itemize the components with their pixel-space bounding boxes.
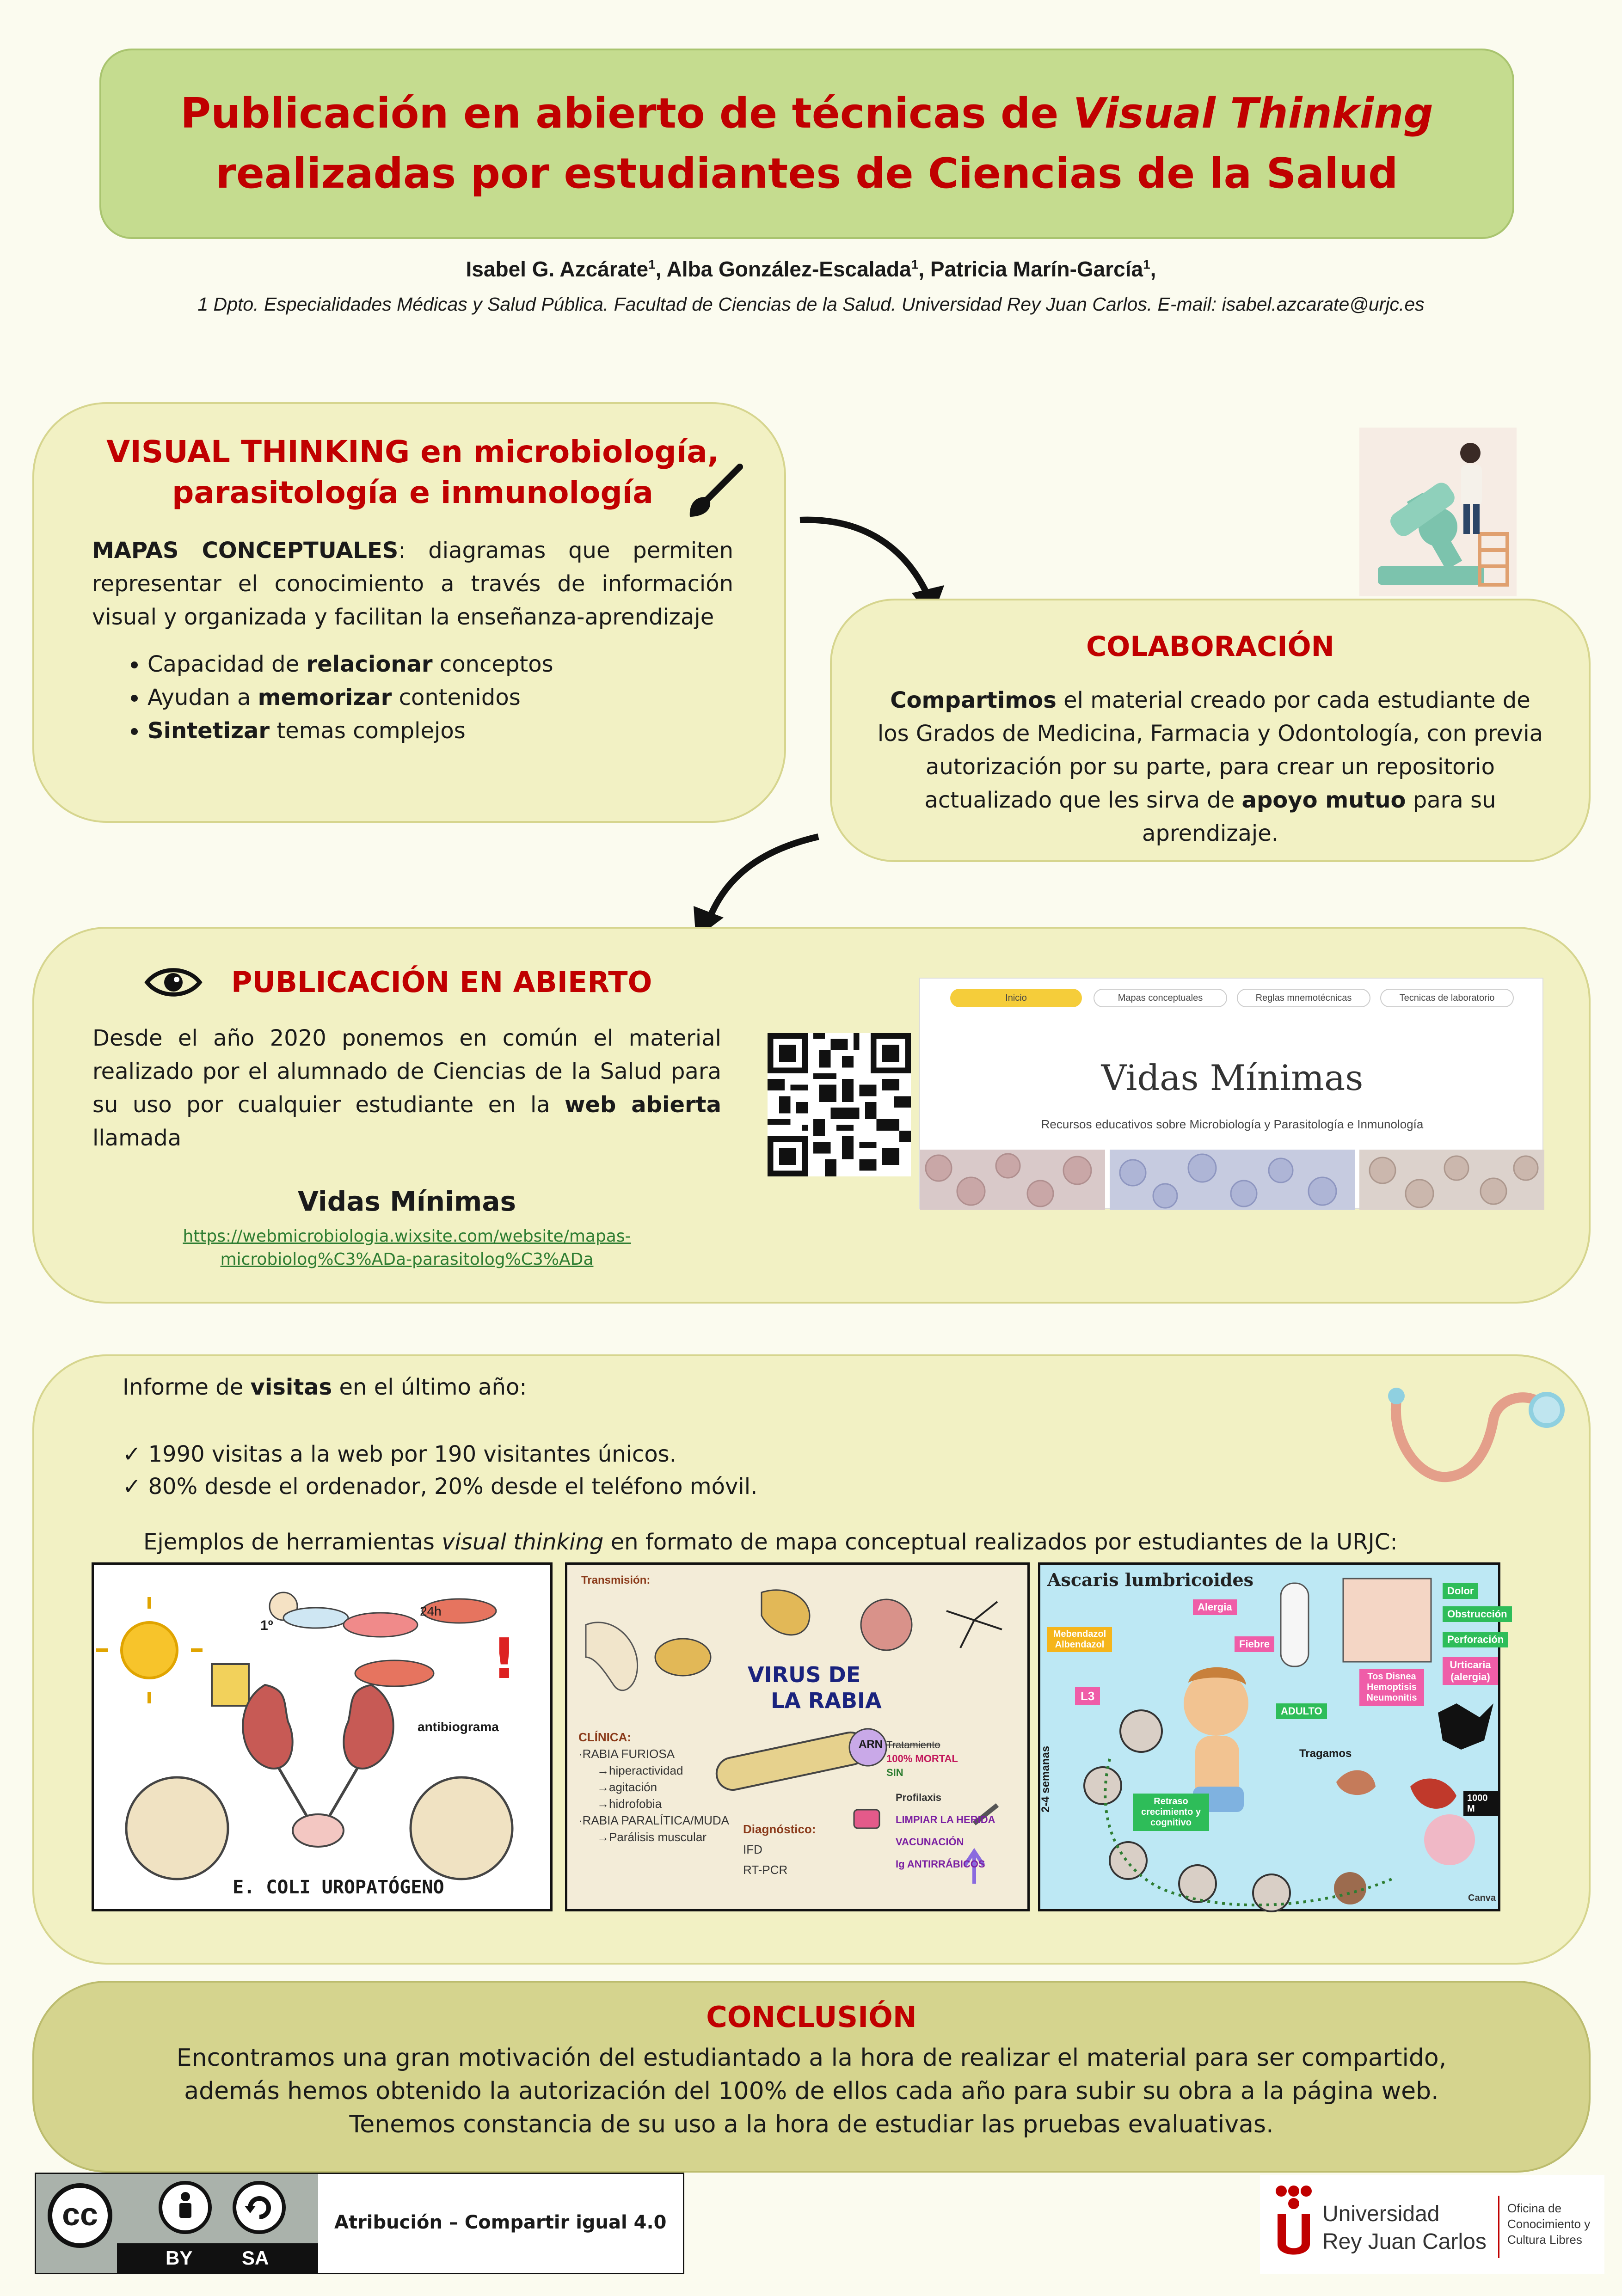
conclusion-text: Encontramos una gran motivación del estudiantado a la hora de realizar el material para ser compartido, además hemos obtenido la autorización del 100% de ellos cada año para subir su obra a la página web. Tenemos constancia de su uso a la hora de estudiar las pruebas evaluativas.	[176, 2044, 1447, 2138]
eye-icon	[143, 964, 203, 1001]
by-label: BY	[166, 2247, 193, 2269]
tab-inicio[interactable]: Inicio	[950, 989, 1082, 1007]
title-banner	[99, 49, 1514, 239]
website-nav	[950, 989, 1514, 1007]
ascaris-tag-tragamos: Tragamos	[1299, 1747, 1352, 1760]
rabia-transmision: Transmisión:	[581, 1574, 651, 1586]
authors: Isabel G. Azcárate$^1$, Alba González-Escalada$^1$, Patricia Marín-García$^1$,	[466, 257, 1156, 281]
title-line-2: realizadas por estudiantes de Ciencias de la Salud	[215, 149, 1398, 198]
ecoli-label-24h: 24h	[420, 1604, 442, 1618]
example-rabia-map	[565, 1562, 1030, 1911]
ascaris-tag-obstruccion: Obstrucción	[1443, 1606, 1512, 1622]
ecoli-label-antibiograma: antibiograma	[418, 1720, 499, 1734]
urjc-name: Universidad Rey Juan Carlos	[1322, 2202, 1487, 2254]
by-sa-strip	[117, 2243, 318, 2273]
ascaris-tag-semanas: 2-4 semanas	[1039, 1745, 1052, 1813]
ascaris-tag-dolor: Dolor	[1443, 1583, 1478, 1599]
blood-smear-strip-icon	[920, 1150, 1544, 1210]
by-icon	[159, 2181, 212, 2234]
ascaris-tag-tos: Tos Disnea Hemoptisis Neumonitis	[1359, 1669, 1424, 1706]
mapas-description: MAPAS CONCEPTUALES: diagramas que permiten representar el conocimiento a través de información visual y organizada y facilitan la enseñanza-aprendizaje	[92, 538, 733, 630]
ascaris-tag-mebendazol: Mebendazol Albendazol	[1047, 1627, 1112, 1652]
ascaris-tag-retraso: Retraso crecimiento y cognitivo	[1133, 1794, 1209, 1831]
urjc-divider	[1498, 2196, 1499, 2258]
colaboracion-text: Compartimos el material creado por cada estudiante de los Grados de Medicina, Farmacia y Odontología, con previa autorización por su parte, para crear un repositorio actualizado que les sirva de apoyo mutuo para su aprendizaje.	[877, 687, 1543, 846]
ecoli-label-day: 1º	[260, 1618, 273, 1633]
ecoli-illustration-icon	[94, 1565, 550, 1909]
example-ascaris-map	[1038, 1562, 1507, 1911]
qr-code[interactable]	[768, 1033, 911, 1176]
website-title: Vidas Mínimas	[1101, 1057, 1364, 1098]
license-text: Atribución – Compartir igual 4.0	[334, 2212, 667, 2233]
vt-bullet-list	[92, 648, 733, 747]
tab-tecnicas[interactable]: Tecnicas de laboratorio	[1380, 989, 1514, 1007]
visual-thinking-heading: VISUAL THINKING en microbiología, parasitología e inmunología	[106, 434, 719, 510]
license-badge	[35, 2173, 684, 2274]
cc-icon: cc	[48, 2183, 112, 2248]
sa-icon	[233, 2181, 286, 2234]
rabia-arn: ARN	[859, 1738, 883, 1751]
ascaris-tag-adulto: ADULTO	[1276, 1703, 1327, 1719]
ascaris-tag-urticaria: Urticaria (alergia)	[1443, 1657, 1498, 1685]
check-icon: ✓	[123, 1474, 148, 1500]
arrow-to-publicacion-icon	[684, 827, 832, 943]
conclusion-heading: CONCLUSIÓN	[706, 2000, 917, 2034]
ascaris-tag-l3: L3	[1075, 1687, 1100, 1705]
example-ecoli-map	[92, 1562, 553, 1911]
urjc-office: Oficina de Conocimiento y Cultura Libres	[1507, 2201, 1591, 2247]
publicacion-heading: PUBLICACIÓN EN ABIERTO	[231, 965, 652, 999]
publicacion-text: Desde el año 2020 ponemos en común el material realizado por el alumnado de Ciencias de la Salud para su uso por cualquier estudiante en la web abierta llamada	[92, 1025, 721, 1151]
rabia-profilaxis: Profilaxis LIMPIAR LA HERIDA VACUNACIÓN Ig ANTIRRÁBICOS	[896, 1792, 995, 1870]
site-name: Vidas Mínimas	[298, 1186, 516, 1217]
visitas-intro: Informe de visitas en el último año:	[123, 1374, 527, 1400]
colaboracion-panel	[830, 599, 1591, 862]
website-screenshot	[919, 978, 1543, 1209]
ascaris-tag-1000m: 1000 M	[1463, 1791, 1498, 1816]
check-icon: ✓	[123, 1441, 148, 1467]
rabia-clinica: CLÍNICA: ·RABIA FURIOSA →hiperactividad →agitación →hidrofobia ·RABIA PARALÍTICA/MUDA →Parálisis muscular	[578, 1730, 730, 1844]
ascaris-tag-fiebre: Fiebre	[1235, 1636, 1274, 1652]
visual-thinking-panel	[32, 402, 786, 823]
list-item: • Sintetizar temas complejos	[147, 714, 733, 747]
stethoscope-icon	[1382, 1378, 1567, 1498]
urjc-crest-icon	[1273, 2184, 1315, 2265]
list-item: • Capacidad de relacionar conceptos	[147, 648, 733, 681]
ascaris-tag-canva: Canva	[1468, 1893, 1496, 1903]
tab-reglas[interactable]: Reglas mnemotécnicas	[1237, 989, 1370, 1007]
cc-logo	[36, 2174, 318, 2273]
visitas-check-2: ✓ 80% desde el ordenador, 20% desde el teléfono móvil.	[123, 1474, 758, 1500]
paintbrush-icon	[684, 462, 744, 522]
ascaris-tag-perforacion: Perforación	[1443, 1632, 1508, 1647]
ecoli-caption: E. COLI UROPATÓGENO	[233, 1877, 444, 1898]
rabia-tratamiento: Tratamiento 100% MORTAL SIN	[886, 1739, 958, 1778]
ascaris-title: Ascaris lumbricoides	[1047, 1569, 1254, 1590]
conclusion-panel	[32, 1981, 1591, 2173]
examples-caption: Ejemplos de herramientas visual thinking en formato de mapa conceptual realizados por estudiantes de la URJC:	[143, 1529, 1398, 1555]
affiliation: 1 Dpto. Especialidades Médicas y Salud Pública. Facultad de Ciencias de la Salud. Universidad Rey Juan Carlos. E-mail: isabel.azcarate@urjc.es	[197, 294, 1425, 315]
list-item: • Ayudan a memorizar contenidos	[147, 681, 733, 714]
rabia-title: VIRUS DE LA RABIA	[748, 1662, 882, 1713]
urjc-logo	[1260, 2175, 1604, 2274]
rabia-diagnostico: Diagnóstico: IFD RT-PCR	[743, 1822, 816, 1877]
sa-label: SA	[242, 2247, 269, 2269]
microscope-illustration-icon	[1359, 428, 1517, 596]
website-subtitle: Recursos educativos sobre Microbiología y Parasitología e Inmunología	[1041, 1117, 1424, 1131]
ascaris-tag-alergia: Alergia	[1193, 1599, 1237, 1615]
site-url-link[interactable]: https://webmicrobiologia.wixsite.com/website/mapas- microbiolog%C3%ADa-parasitolog%C3%ADa	[183, 1227, 631, 1269]
svg-text:!: !	[492, 1627, 517, 1691]
ascaris-illustration-icon	[1040, 1565, 1498, 1909]
colaboracion-heading: COLABORACIÓN	[1086, 631, 1334, 663]
tab-mapas[interactable]: Mapas conceptuales	[1094, 989, 1227, 1007]
visitas-check-1: ✓ 1990 visitas a la web por 190 visitantes únicos.	[123, 1441, 676, 1467]
title-line-1: Publicación en abierto de técnicas de Visual Thinking	[180, 89, 1433, 138]
